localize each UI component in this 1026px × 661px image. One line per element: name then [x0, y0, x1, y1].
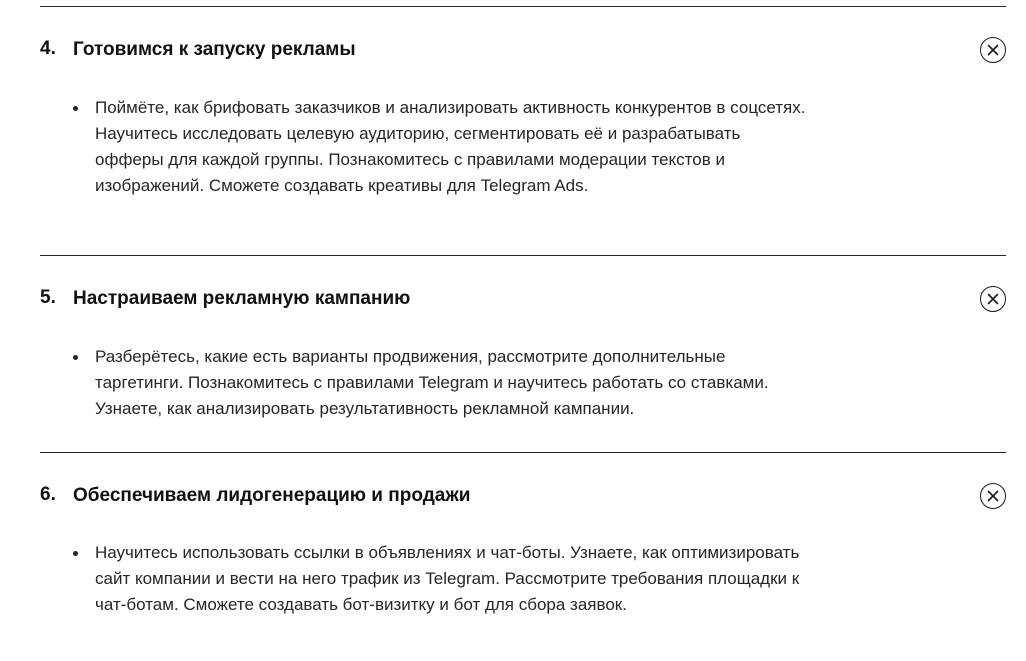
close-icon	[987, 490, 999, 502]
divider	[40, 452, 1006, 453]
collapse-button[interactable]	[980, 483, 1006, 509]
list-item	[72, 344, 812, 422]
divider	[40, 6, 1006, 7]
module-header[interactable]	[40, 478, 1006, 514]
module-number: 6.	[40, 484, 56, 505]
bullet-icon	[73, 355, 78, 360]
module-header[interactable]	[40, 32, 1006, 68]
module-title[interactable]: Готовимся к запуску рекламы	[73, 39, 356, 60]
collapse-button[interactable]	[980, 286, 1006, 312]
module-title[interactable]: Настраиваем рекламную кампанию	[73, 288, 411, 309]
module-description: Научитесь использовать ссылки в объявлениях и чат-боты. Узнаете, как оптимизировать сайт компании и вести на него трафик из Telegram. Рассмотрите требования площадки к чат-ботам. Сможете создавать бот-визитку и бот для сбора заявок.	[95, 543, 800, 614]
close-icon	[987, 44, 999, 56]
module-description: Поймёте, как брифовать заказчиков и анализировать активность конкурентов в соцсетях. Научитесь исследовать целевую аудиторию, сегментировать её и разрабатывать офферы для каждой группы. Познакомитесь с правилами модерации текстов и изображений. Сможете создавать креативы для Telegram Ads.	[95, 98, 806, 195]
module-header[interactable]	[40, 281, 1006, 317]
module-number: 5.	[40, 287, 56, 308]
divider	[40, 255, 1006, 256]
module-description: Разберётесь, какие есть варианты продвижения, рассмотрите дополнительные таргетинги. Познакомитесь с правилами Telegram и научитесь работать со ставками. Узнаете, как анализировать результативность рекламной кампании.	[95, 347, 769, 418]
module-title[interactable]: Обеспечиваем лидогенерацию и продажи	[73, 485, 471, 506]
module-description-list	[72, 344, 812, 422]
bullet-icon	[73, 106, 78, 111]
list-item	[72, 95, 812, 199]
collapse-button[interactable]	[980, 37, 1006, 63]
list-item	[72, 540, 812, 618]
close-icon	[987, 293, 999, 305]
module-description-list	[72, 540, 812, 618]
bullet-icon	[73, 551, 78, 556]
module-description-list	[72, 95, 812, 199]
module-number: 4.	[40, 38, 56, 59]
